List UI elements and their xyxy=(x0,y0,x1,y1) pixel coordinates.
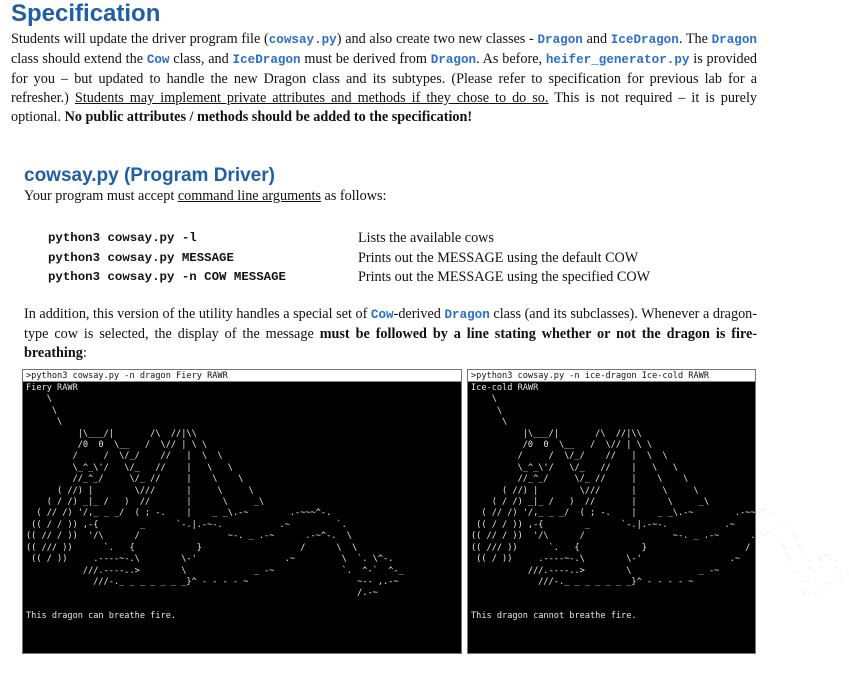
page-heading: Specification xyxy=(11,0,161,27)
intro-paragraph: Students will update the driver program file (cowsay.py) and also create two new classes - Dragon and IceDragon. The Dragon class should extend the Cow class, and IceDragon must be derived from Dragon. As before, heifer_generator.py is provided for you – but updated to handle the new Dragon class and its subtypes. (Please refer to specification for previous lab for a refresher.) Students may implement private attributes and methods if they chose to do so. This is not required – it is purely optional. No public attributes / methods should be added to the specification! xyxy=(11,31,757,125)
command-table xyxy=(48,229,650,288)
terminal-output: Fiery RAWR \ \ \ |\___/| /\ //|\\ /0 0 \__ / \// | \ \ / / \/_/ // | \ \ \_^_\'/ \/_ // | \ \ //_^_/ \/_ // | \ \ ( //) | \/// | \ \ ( / /) _|_ / ) // | \ _\ ( // /) '/,_ _ _/ ( ; -. | _ _\.-~ .-~~~^-. (( / / )) ,-{ _ `-.|.-~-. .~ `. (( // / )) '/\ / ~-. _ .-~ .-~^-. \ (( /// )) `. { } / \ \ (( / )) .----~-.\ \-' .~ \ `. \^-. ///.----..> \ _ -~ `. ^-` ^-_ ///-._ _ _ _ _ _ _}^ - - - - ~ ~-- ,.-~ /.-~ This dragon can breathe fire. xyxy=(26,383,404,622)
accept-sentence: Your program must accept command line arguments as follows: xyxy=(24,188,387,204)
command-description: Lists the available cows xyxy=(358,230,494,246)
terminal-ice-dragon xyxy=(467,369,849,654)
command-row xyxy=(48,268,650,288)
command-text: python3 cowsay.py -l xyxy=(48,231,197,245)
section-heading: cowsay.py (Program Driver) xyxy=(24,165,275,186)
command-text: python3 cowsay.py -n COW MESSAGE xyxy=(48,270,286,284)
command-description: Prints out the MESSAGE using the specified COW xyxy=(358,269,651,285)
addition-paragraph: In addition, this version of the utility handles a special set of Cow-derived Dragon class (and its subclasses). Whenever a dragon-type cow is selected, the display of the message must be followed by a line stating whether or not the dragon is fire-breathing: xyxy=(24,306,758,361)
command-row xyxy=(48,229,650,249)
command-row xyxy=(48,249,650,269)
terminal-output: Ice-cold RAWR \ \ \ |\___/| /\ //|\\ /0 0 \__ / \// | \ \ / / \/_/ // | \ \ \_^_\'/ \/_ // | \ \ //_^_/ \/_ // | \ \ ( //) | \/// | \ \ ( / /) _|_ / ) // | \ _\ ( // /) '/,_ _ _/ ( ; -. | _ _\.-~ .-~~~^-. (( / / )) ,-{ _ `-.|.-~-. .~ `. (( // / )) '/\ / ~-. _ .-~ .-~^-. \ (( /// )) `. { } / \ \ (( / )) .----~-.\ \-' .~ \ `. \^-. ///.----..> \ _ -~ `. ^-` ^-_ ///-._ _ _ _ _ _ _}^ - - - - ~ ~-- ,.-~ /.-~ This dragon cannot breathe fire. xyxy=(471,383,849,622)
terminal-command: >python3 cowsay.py -n dragon Fiery RAWR xyxy=(23,370,461,382)
terminal-fire-dragon xyxy=(22,369,462,654)
command-description: Prints out the MESSAGE using the default COW xyxy=(358,249,639,266)
command-text: python3 cowsay.py MESSAGE xyxy=(48,250,234,265)
terminal-command: >python3 cowsay.py -n ice-dragon Ice-cold RAWR xyxy=(468,370,755,382)
